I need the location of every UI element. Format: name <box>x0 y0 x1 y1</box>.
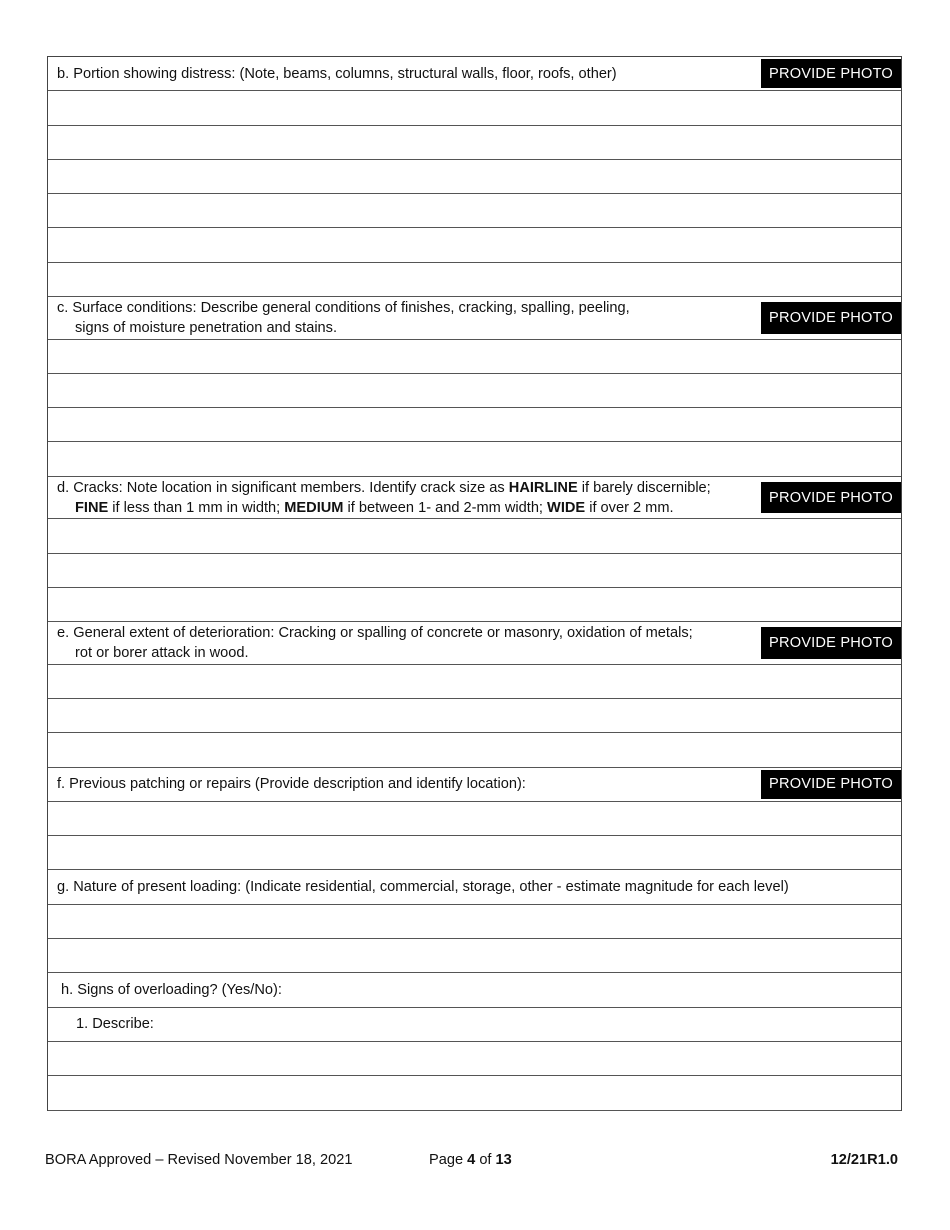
answer-line[interactable] <box>48 374 901 408</box>
answer-line[interactable] <box>48 665 901 699</box>
answer-line[interactable] <box>48 905 901 939</box>
answer-line[interactable] <box>48 802 901 836</box>
section-c-line1: c. Surface conditions: Describe general conditions of finishes, cracking, spalling, peeling, <box>57 299 630 316</box>
answer-line[interactable] <box>48 554 901 588</box>
footer-approval: BORA Approved – Revised November 18, 2021 <box>45 1152 353 1168</box>
section-d-line1: d. Cracks: Note location in significant members. Identify crack size as HAIRLINE if barely discernible; <box>57 479 711 496</box>
answer-line[interactable] <box>48 836 901 870</box>
section-d-line2: FINE if less than 1 mm in width; MEDIUM if between 1- and 2-mm width; WIDE if over 2 mm. <box>75 499 674 516</box>
section-g-label: g. Nature of present loading: (Indicate residential, commercial, storage, other - estimate magnitude for each level) <box>57 879 789 896</box>
section-c-header <box>48 297 901 340</box>
section-b-header <box>48 57 901 91</box>
answer-line[interactable] <box>48 442 901 476</box>
section-g-header <box>48 870 901 904</box>
answer-line[interactable] <box>48 228 901 262</box>
answer-line[interactable] <box>48 126 901 160</box>
inspection-form-table <box>47 56 902 1111</box>
answer-line[interactable] <box>48 699 901 733</box>
section-e-header <box>48 622 901 665</box>
answer-line[interactable] <box>48 340 901 374</box>
section-f-label: f. Previous patching or repairs (Provide description and identify location): <box>57 776 526 793</box>
answer-line[interactable] <box>48 733 901 767</box>
provide-photo-button-c[interactable]: PROVIDE PHOTO <box>761 302 901 334</box>
provide-photo-button-d[interactable]: PROVIDE PHOTO <box>761 482 901 514</box>
answer-line[interactable] <box>48 588 901 622</box>
section-b-label: b. Portion showing distress: (Note, beams, columns, structural walls, floor, roofs, other) <box>57 65 617 82</box>
section-h-describe-label: 1. Describe: <box>76 1016 154 1033</box>
answer-line[interactable] <box>48 91 901 125</box>
footer-page-number: Page 4 of 13 <box>429 1152 512 1168</box>
page-footer <box>45 1152 900 1174</box>
footer-doc-code: 12/21R1.0 <box>830 1152 898 1168</box>
answer-line[interactable] <box>48 194 901 228</box>
answer-line[interactable] <box>48 1076 901 1110</box>
section-c-line2: signs of moisture penetration and stains. <box>75 319 338 336</box>
provide-photo-button-b[interactable]: PROVIDE PHOTO <box>761 59 901 88</box>
answer-line[interactable] <box>48 519 901 553</box>
section-e-line1: e. General extent of deterioration: Cracking or spalling of concrete or masonry, oxidation of metals; <box>57 624 693 641</box>
section-f-header <box>48 768 901 802</box>
answer-line[interactable] <box>48 1042 901 1076</box>
provide-photo-button-f[interactable]: PROVIDE PHOTO <box>761 770 901 799</box>
answer-line[interactable] <box>48 939 901 973</box>
answer-line[interactable] <box>48 408 901 442</box>
section-e-line2: rot or borer attack in wood. <box>75 644 249 661</box>
section-h-header[interactable] <box>48 973 901 1007</box>
section-d-header <box>48 477 901 520</box>
answer-line[interactable] <box>48 263 901 297</box>
section-h-label: h. Signs of overloading? (Yes/No): <box>61 981 282 998</box>
answer-line[interactable] <box>48 160 901 194</box>
section-h-describe[interactable] <box>48 1008 901 1042</box>
provide-photo-button-e[interactable]: PROVIDE PHOTO <box>761 627 901 659</box>
